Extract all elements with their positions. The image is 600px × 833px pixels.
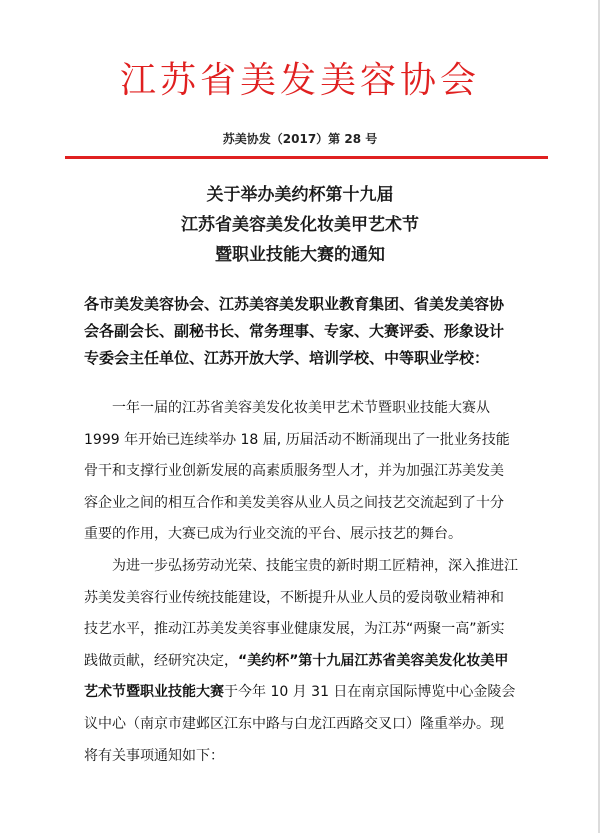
paragraph-line: 技艺水平，推动江苏美发美容事业健康发展，为江苏“两聚一高”新实 <box>84 621 505 638</box>
paragraph-line: 一年一届的江苏省美容美发化妆美甲艺术节暨职业技能大赛从 <box>112 400 490 416</box>
paragraph-line: 将有关事项通知如下： <box>84 747 224 764</box>
notice-title-line: 暨职业技能大赛的通知 <box>215 245 385 265</box>
paragraph-line <box>84 677 544 709</box>
paragraph-line: 骨干和支撑行业创新发展的高素质服务型人才，并为加强江苏美发美 <box>84 463 504 480</box>
paragraph-line: 议中心（南京市建邺区江东中路与白龙江西路交叉口）隆重举办。现 <box>84 715 504 732</box>
red-divider-line <box>65 156 548 159</box>
paragraph-line: 容企业之间的相互合作和美发美容从业人员之间技艺交流起到了十分 <box>84 494 504 511</box>
notice-title-line: 关于举办美约杯第十九届 <box>206 185 394 205</box>
paragraph-text: 于今年 10 月 31 日在南京国际博览中心金陵会 <box>224 684 516 701</box>
body-text <box>84 393 544 772</box>
event-name-bold: 艺术节暨职业技能大赛 <box>84 684 224 701</box>
document-number: 苏美协发（2017）第 28 号 <box>222 132 378 146</box>
notice-title <box>0 180 600 270</box>
recipients-line: 专委会主任单位、江苏开放大学、培训学校、中等职业学校： <box>84 349 490 367</box>
paragraph-line: 为进一步弘扬劳动光荣、技能宝贵的新时期工匠精神，深入推进江 <box>112 557 518 574</box>
paragraph-line <box>84 646 544 678</box>
recipients-line: 各市美发美容协会、江苏美容美发职业教育集团、省美发美容协 <box>84 295 505 313</box>
recipients-line: 会各副会长、副秘书长、常务理事、专家、大赛评委、形象设计 <box>84 322 505 340</box>
paragraph-line: 苏美发美容行业传统技能建设，不断提升从业人员的爱岗敬业精神和 <box>84 589 504 606</box>
paragraph-line: 1999 年开始已连续举办 18 届, 历届活动不断涌现出了一批业务技能 <box>84 431 510 448</box>
organization-title: 江苏省美发美容协会 <box>119 60 480 101</box>
paragraph-text: 践做贡献，经研究决定， <box>84 652 238 669</box>
recipients-block <box>84 291 539 372</box>
paragraph-line: 重要的作用，大赛已成为行业交流的平台、展示技艺的舞台。 <box>84 526 462 543</box>
notice-title-line: 江苏省美容美发化妆美甲艺术节 <box>181 215 419 235</box>
event-name-bold: “美约杯”第十九届江苏省美容美发化妆美甲 <box>238 652 509 669</box>
